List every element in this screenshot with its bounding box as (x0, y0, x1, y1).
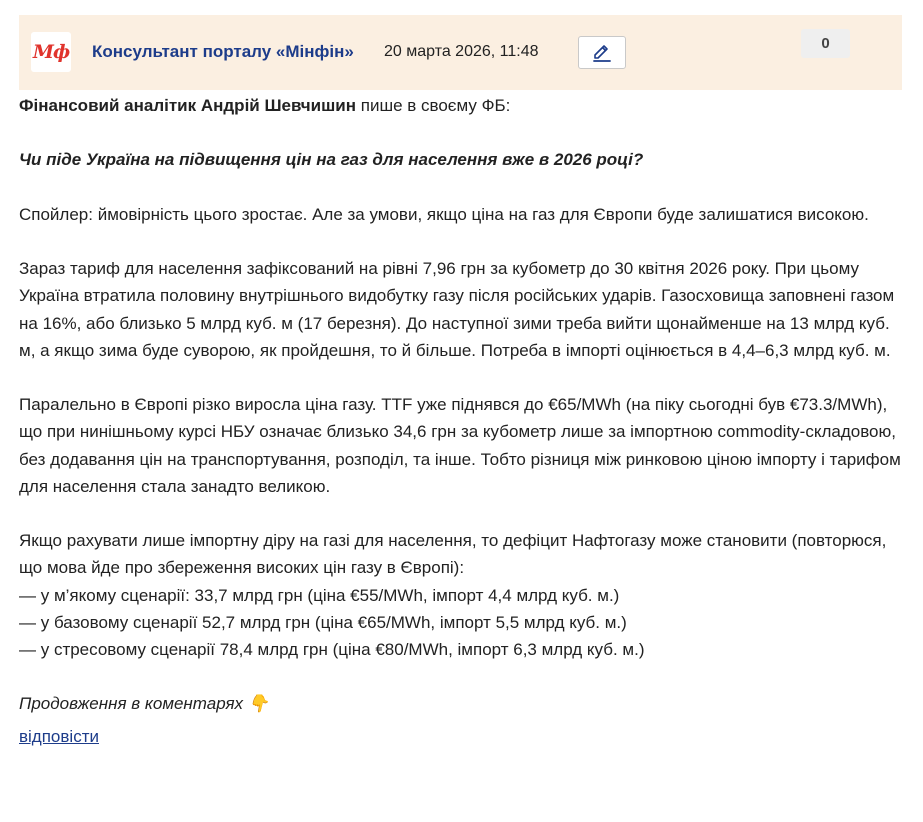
author-link[interactable]: Консультант порталу «Мінфін» (92, 42, 354, 61)
reply-link[interactable]: відповісти (19, 726, 99, 746)
intro-author-name: Фінансовий аналітик Андрій Шевчишин (19, 96, 357, 115)
paragraph-spoiler: Спойлер: ймовірність цього зростає. Але за умови, якщо ціна на газ для Європи буде залишатися високою. (19, 204, 869, 224)
minfin-logo-text: Мф (32, 41, 70, 63)
vote-counter[interactable]: 0 (801, 29, 850, 58)
intro-rest: пише в своєму ФБ: (356, 96, 511, 115)
paragraph-tariff: Зараз тариф для населення зафіксований на рівні 7,96 грн за кубометр до 30 квітня 2026 року. При цьому Україна втратила половину внутрішнього видобутку газу після російських ударів. Газосховища заповнені газом на 16%, або близько 5 млрд куб. м (17 березня). До наступної зими треба вийти щонайменше на 13 млрд куб. м, а якщо зима буде суворою, як пройдешня, то й більше. Потреба в імпорті оцінюється в 4,4–6,3 млрд куб. м. (19, 259, 895, 360)
pencil-icon (591, 43, 613, 63)
paragraph-deficit: Якщо рахувати лише імпортну діру на газі для населення, то дефіцит Нафтогазу може становити (повторюся, що мова йде про збереження високих цін газу в Європі): (19, 531, 887, 578)
scenario-stress: — у стресовому сценарії 78,4 млрд грн (ціна €80/MWh, імпорт 6,3 млрд куб. м.) (19, 639, 645, 659)
continuation-note: Продовження в коментарях 👇 (19, 694, 269, 714)
edit-button[interactable] (578, 36, 626, 69)
scenario-base: — у базовому сценарії 52,7 млрд грн (ціна €65/MWh, імпорт 5,5 млрд куб. м.) (19, 612, 627, 632)
minfin-logo[interactable] (31, 32, 71, 72)
post-header (19, 15, 902, 90)
paragraph-europe: Паралельно в Європі різко виросла ціна газу. TTF уже піднявся до €65/MWh (на піку сьогодні був €73.3/MWh), що при нинішньому курсі НБУ означає близько 34,6 грн за кубометр лише за імпортною commodity-складовою, без додавання цін на транспортування, розподіл, та інше. Тобто різниця між ринковою ціною імпорту і тарифом для населення стала занадто великою. (19, 395, 901, 496)
scenario-soft: — у м’якому сценарії: 33,7 млрд грн (ціна €55/MWh, імпорт 4,4 млрд куб. м.) (19, 585, 620, 605)
post-date: 20 марта 2026, 11:48 (384, 43, 539, 60)
post-question: Чи піде Україна на підвищення цін на газ для населення вже в 2026 році? (19, 150, 644, 170)
post-body (19, 92, 903, 750)
intro-line (19, 92, 903, 119)
